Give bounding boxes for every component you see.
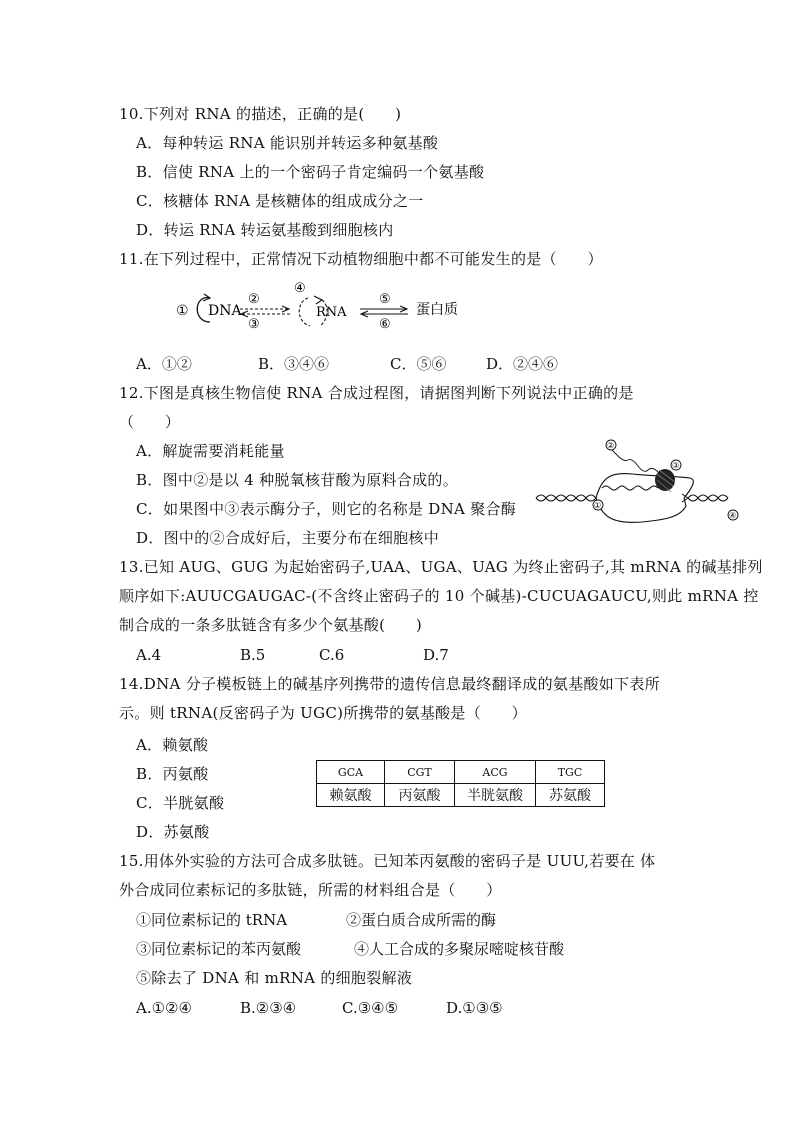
question-12-stem-line2: （ ） xyxy=(119,413,181,431)
dna-strand-left-b xyxy=(536,495,596,501)
question-11-options xyxy=(136,354,586,374)
question-15-item-3: ③同位素标记的苯丙氨酸 xyxy=(136,940,302,958)
question-10-option-c: C．核糖体 RNA 是核糖体的组成成分之一 xyxy=(136,192,424,210)
question-13-line3: 制合成的一条多肽链含有多少个氨基酸( ) xyxy=(119,616,423,634)
question-15-line1: 15.用体外实验的方法可合成多肽链。已知苯丙氨酸的密码子是 UUU,若要在 体 xyxy=(119,852,656,870)
question-14-line2: 示。则 tRNA(反密码子为 UGC)所携带的氨基酸是（ ） xyxy=(119,704,527,722)
question-12-option-d: D．图中的②合成好后，主要分布在细胞核中 xyxy=(136,529,440,547)
question-13-line1: 13.已知 AUG、GUG 为起始密码子,UAA、UGA、UAG 为终止密码子,其 mRNA 的碱基排列 xyxy=(119,558,763,576)
question-15-items-row2 xyxy=(136,939,656,959)
amino-acid-cell: 赖氨酸 xyxy=(317,784,385,807)
label-6: ⑥ xyxy=(379,317,391,332)
question-14-line1: 14.DNA 分子模板链上的碱基序列携带的遗传信息最终翻译成的氨基酸如下表所 xyxy=(119,675,661,693)
bubble-top-strand xyxy=(596,474,693,498)
rna-replication-loop-arrow xyxy=(299,298,310,326)
rna-chain xyxy=(602,486,658,490)
question-14-option-d: D．苏氨酸 xyxy=(136,823,210,841)
table-row xyxy=(317,761,605,784)
bubble-bottom-strand xyxy=(596,498,686,522)
label-1: ① xyxy=(176,303,189,319)
question-11-option-b: B．③④⑥ xyxy=(258,355,330,373)
question-11-option-d: D．②④⑥ xyxy=(486,355,559,373)
amino-acid-cell: 丙氨酸 xyxy=(385,784,455,807)
label-5: ⑤ xyxy=(379,292,391,307)
question-15-options xyxy=(136,998,556,1018)
question-10-option-b: B．信使 RNA 上的一个密码子肯定编码一个氨基酸 xyxy=(136,163,485,181)
question-11-stem: 11.在下列过程中，正常情况下动植物细胞中都不可能发生的是（ ） xyxy=(119,250,603,268)
label-3: ③ xyxy=(248,317,260,332)
question-12-stem-line1: 12.下图是真核生物信使 RNA 合成过程图，请据图判断下列说法中正确的是 xyxy=(119,384,634,402)
question-15-option-c: C.③④⑤ xyxy=(342,999,399,1017)
dna-strand-right-b xyxy=(688,495,728,501)
question-13-option-b: B.5 xyxy=(240,646,266,664)
question-12-option-a: A．解旋需要消耗能量 xyxy=(136,442,285,460)
central-dogma-diagram xyxy=(170,276,470,336)
question-15-option-d: D.①③⑤ xyxy=(446,999,503,1017)
codon-cell: ACG xyxy=(455,761,536,784)
label-2: ② xyxy=(248,292,260,307)
transcription-figure xyxy=(532,436,740,528)
table-row xyxy=(317,784,605,807)
question-13-option-a: A.4 xyxy=(136,646,162,664)
amino-acid-cell: 苏氨酸 xyxy=(536,784,605,807)
question-11-option-a: A．①② xyxy=(136,355,192,373)
question-12-option-c: C．如果图中③表示酶分子，则它的名称是 DNA 聚合酶 xyxy=(136,500,517,518)
dna-label: DNA xyxy=(208,303,242,319)
question-10-stem: 10.下列对 RNA 的描述，正确的是( ) xyxy=(119,105,402,123)
fig-label-4: ④ xyxy=(729,511,737,520)
label-4: ④ xyxy=(294,281,306,296)
question-10-option-a: A．每种转运 RNA 能识别并转运多种氨基酸 xyxy=(136,134,439,152)
mrna-tail xyxy=(610,448,658,472)
question-11-option-c: C．⑤⑥ xyxy=(390,355,447,373)
fig-label-3: ③ xyxy=(672,461,680,470)
question-14-option-c: C．半胱氨酸 xyxy=(136,794,225,812)
fig-label-2: ② xyxy=(607,441,615,450)
question-15-item-4: ④人工合成的多聚尿嘧啶核苷酸 xyxy=(354,940,565,958)
question-14-option-a: A．赖氨酸 xyxy=(136,736,209,754)
fig-label-1: ① xyxy=(594,501,602,510)
question-15-items-row1 xyxy=(136,910,656,930)
question-15-item-5: ⑤除去了 DNA 和 mRNA 的细胞裂解液 xyxy=(136,969,413,987)
protein-label: 蛋白质 xyxy=(416,302,458,318)
question-15-line2: 外合成同位素标记的多肽链，所需的材料组合是（ ） xyxy=(119,881,502,899)
question-12-option-b: B．图中②是以 4 种脱氧核苷酸为原料合成的。 xyxy=(136,471,459,489)
question-14-option-b: B．丙氨酸 xyxy=(136,765,209,783)
codon-amino-acid-table xyxy=(316,760,605,807)
codon-cell: GCA xyxy=(317,761,385,784)
question-15-option-b: B.②③④ xyxy=(240,999,297,1017)
question-15-item-2: ②蛋白质合成所需的酶 xyxy=(346,911,497,929)
question-15-option-a: A.①②④ xyxy=(136,999,192,1017)
question-13-options xyxy=(136,645,456,665)
question-13-line2: 顺序如下:AUUCGAUGAC-(不含终止密码子的 10 个碱基)-CUCUAGAUCU,则此 mRNA 控 xyxy=(119,587,759,605)
amino-acid-cell: 半胱氨酸 xyxy=(455,784,536,807)
question-15-item-1: ①同位素标记的 tRNA xyxy=(136,911,288,929)
codon-cell: TGC xyxy=(536,761,605,784)
question-10-option-d: D．转运 RNA 转运氨基酸到细胞核内 xyxy=(136,221,394,239)
question-13-option-d: D.7 xyxy=(423,646,449,664)
rna-label: RNA xyxy=(316,305,347,320)
question-13-option-c: C.6 xyxy=(319,646,345,664)
codon-cell: CGT xyxy=(385,761,455,784)
